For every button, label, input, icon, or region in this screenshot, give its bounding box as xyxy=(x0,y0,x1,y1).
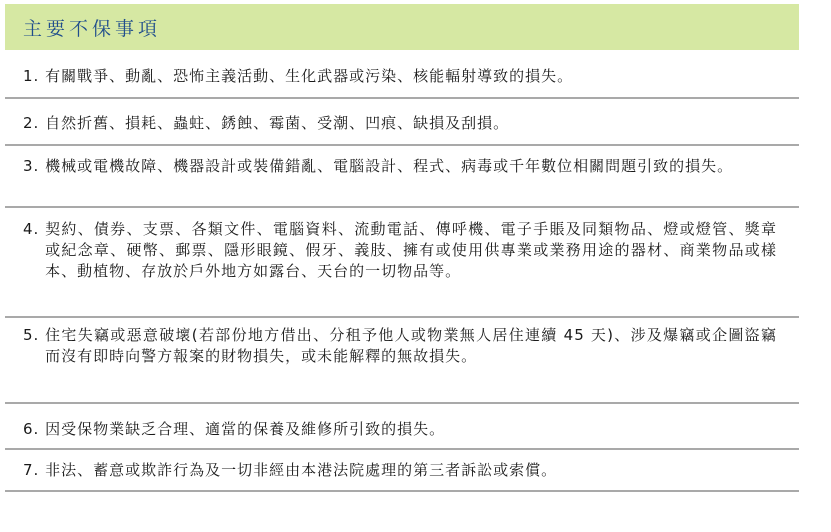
divider xyxy=(5,448,799,450)
exclusions-header xyxy=(5,4,799,50)
divider xyxy=(5,490,799,492)
list-item xyxy=(5,66,799,87)
item-text: 非法、蓄意或欺詐行為及一切非經由本港法院處理的第三者訴訟或索償。 xyxy=(45,461,558,479)
list-item xyxy=(5,460,799,481)
divider xyxy=(5,97,799,99)
item-text: 機械或電機故障、機器設計或裝備錯亂、電腦設計、程式、病毒或千年數位相關問題引致的損失。 xyxy=(45,157,734,175)
divider xyxy=(5,144,799,146)
list-item xyxy=(5,156,799,177)
divider xyxy=(5,402,799,404)
item-text: 自然折舊、損耗、蟲蛀、銹蝕、霉菌、受潮、凹痕、缺損及刮損。 xyxy=(45,114,510,132)
item-number: 4. xyxy=(23,220,46,238)
item-text: 契約、債券、支票、各類文件、電腦資料、流動電話、傳呼機、電子手賬及同類物品、燈或燈管、獎章或紀念章、硬幣、郵票、隱形眼鏡、假牙、義肢、擁有或使用供專業或業務用途的器材、商業物品或樣本、動植物、存放於戶外地方如露台、天台的一切物品等。 xyxy=(45,220,777,280)
divider xyxy=(5,316,799,318)
page-title: 主要不保事項 xyxy=(23,17,162,40)
list-item xyxy=(5,419,799,440)
item-text: 有關戰爭、動亂、恐怖主義活動、生化武器或污染、核能輻射導致的損失。 xyxy=(45,67,574,85)
list-item xyxy=(5,113,799,134)
item-number: 3. xyxy=(23,157,46,175)
item-number: 5. xyxy=(23,326,46,344)
item-number: 1. xyxy=(23,67,46,85)
item-text: 因受保物業缺乏合理、適當的保養及維修所引致的損失。 xyxy=(45,420,446,438)
item-number: 6. xyxy=(23,420,46,438)
list-item xyxy=(5,325,799,367)
list-item xyxy=(5,219,799,282)
item-text: 住宅失竊或惡意破壞(若部份地方借出、分租予他人或物業無人居住連續 45 天)、涉及爆竊或企圖盜竊而沒有即時向警方報案的財物損失，或未能解釋的無故損失。 xyxy=(45,326,777,365)
item-number: 7. xyxy=(23,461,46,479)
item-number: 2. xyxy=(23,114,46,132)
divider xyxy=(5,206,799,208)
